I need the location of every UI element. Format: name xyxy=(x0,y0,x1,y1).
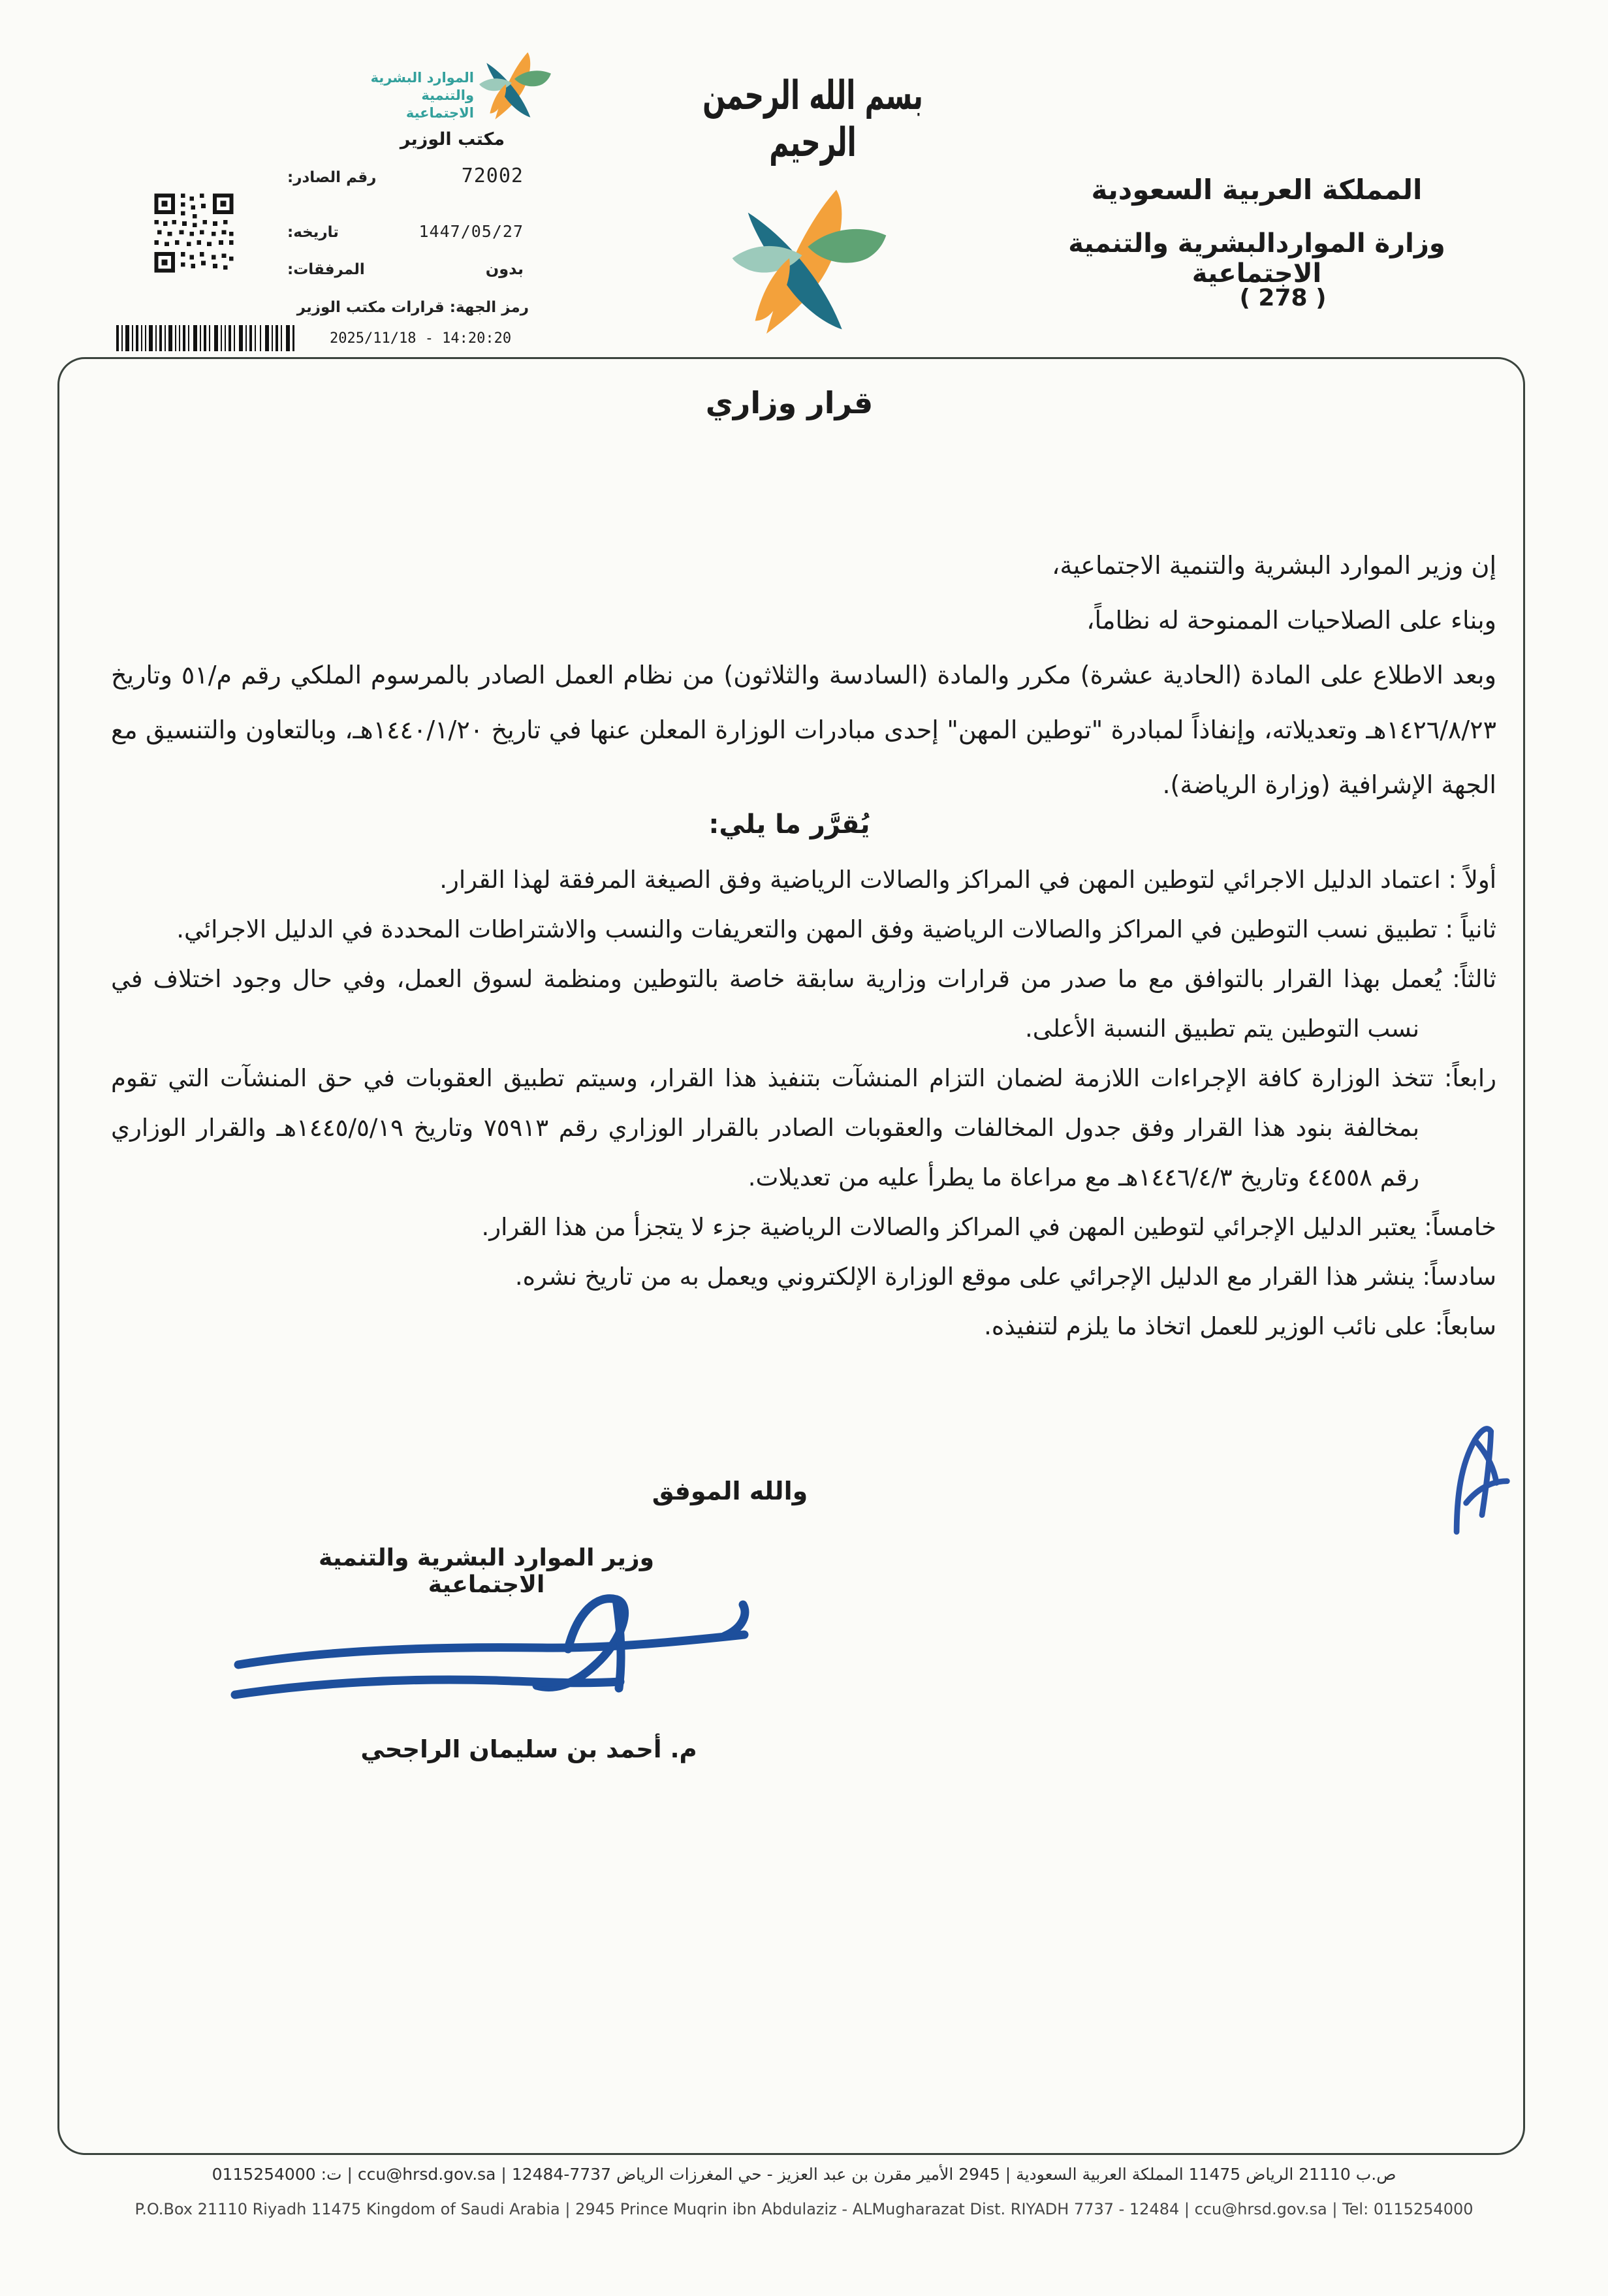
office-name: مكتب الوزير xyxy=(400,129,505,149)
resolve-heading: يُقرَّر ما يلي: xyxy=(708,810,870,840)
document-number: ( 278 ) xyxy=(1239,285,1327,311)
meta-row-date xyxy=(287,222,524,241)
decision-items xyxy=(111,855,1496,1351)
hrsd-palm-logo-large-icon xyxy=(706,184,912,341)
minister-signature xyxy=(229,1585,764,1719)
serial-value: 72002 xyxy=(461,165,524,187)
preamble-line-1: إن وزير الموارد البشرية والتنمية الاجتماعية، xyxy=(1052,551,1496,580)
signatory-name: م. أحمد بن سليمان الراجحي xyxy=(360,1735,697,1763)
meta-row-attachments xyxy=(287,260,524,278)
entity-code-value: قرارات مكتب الوزير xyxy=(296,299,445,316)
bismillah-calligraphy: بسم الله الرحمن الرحيم xyxy=(702,72,923,166)
decision-item-7: سابعاً: على نائب الوزير للعمل اتخاذ ما يلزم لتنفيذه. xyxy=(984,1312,1496,1340)
meta-row-serial xyxy=(287,165,524,187)
small-ministry-logo xyxy=(475,44,555,128)
scan-datetime: 2025/11/18 - 14:20:20 xyxy=(330,330,512,347)
decision-item-4: رابعاً: تتخذ الوزارة كافة الإجراءات اللازمة لضمان التزام المنشآت بتنفيذ هذا القرار، وسيتم تطبيق العقوبات في حق المنشآت التي تقوم بمخالفة بنود هذا القرار وفق جدول المخالفات والعقوبات الصادر بالقرار الوزاري رقم ٧٥٩١٣ وتاريخ ١٤٤٥/٥/١٩هـ والقرار الوزاري رقم ٤٤٥٥٨ وتاريخ ١٤٤٦/٤/٣هـ مع مراعاة ما يطرأ عليه من تعديلات. xyxy=(111,1064,1496,1191)
ministry-title: وزارة المواردالبشرية والتنمية الاجتماعية xyxy=(1068,228,1445,289)
closing-phrase: والله الموفق xyxy=(652,1477,808,1505)
date-value: 1447/05/27 xyxy=(418,222,524,241)
serial-label: رقم الصادر: xyxy=(287,169,377,186)
hrsd-palm-logo-small-icon xyxy=(475,44,555,128)
attachments-label: المرفقات: xyxy=(287,261,365,278)
logo-wordmark-line1: الموارد البشرية xyxy=(370,70,474,86)
large-ministry-logo xyxy=(706,184,912,341)
decision-item-5: خامساً: يعتبر الدليل الإجرائي لتوطين المهن في المراكز والصالات الرياضية جزء لا يتجزأ من هذا القرار. xyxy=(481,1213,1496,1241)
preamble-line-2: وبناء على الصلاحيات الممنوحة له نظاماً، xyxy=(1086,606,1496,635)
decision-item-1: أولاً : اعتماد الدليل الاجرائي لتوطين المهن في المراكز والصالات الرياضية وفق الصيغة المرفقة لهذا القرار. xyxy=(439,866,1496,894)
meta-row-entity-code xyxy=(215,299,529,316)
footer-ar-phone: | ت: 0115254000 xyxy=(212,2165,358,2184)
signatory-title: وزير الموارد البشرية والتنمية الاجتماعية xyxy=(319,1545,654,1598)
footer-address-english: P.O.Box 21110 Riyadh 11475 Kingdom of Saudi Arabia | 2945 Prince Muqrin ibn Abdulaziz - ALMugharazat Dist. RIYADH 7737 - 12484 | ccu@hrsd.gov.sa | Tel: 0115254000 xyxy=(134,2200,1474,2218)
entity-code-label: رمز الجهة: xyxy=(449,299,529,316)
letter-title: قرار وزاري xyxy=(705,385,874,420)
qr-code-icon xyxy=(151,191,236,275)
decision-item-6: سادساً: ينشر هذا القرار مع الدليل الإجرائي على موقع الوزارة الإلكتروني ويعمل به من تاريخ نشره. xyxy=(514,1263,1496,1291)
preamble-paragraph-3: وبعد الاطلاع على المادة (الحادية عشرة) مكرر والمادة (السادسة والثلاثون) من نظام العمل الصادر بالمرسوم الملكي رقم م/٥١ وتاريخ ١٤٢٦/٨/٢٣هـ وتعديلاته، وإنفاذاً لمبادرة "توطين المهن" إحدى مبادرات الوزارة المعلن عنها في تاريخ ١٤٤٠/١/٢٠هـ، وبالتعاون والتنسيق مع الجهة الإشرافية (وزارة الرياضة). xyxy=(111,661,1496,799)
decision-item-3: ثالثاً: يُعمل بهذا القرار بالتوافق مع ما صدر من قرارات وزارية سابقة خاصة بالتوطين ومنظمة لسوق العمل، وفي حال وجود اختلاف في نسب التوطين يتم تطبيق النسبة الأعلى. xyxy=(111,965,1496,1043)
footer-address-arabic xyxy=(0,2165,1608,2184)
logo-wordmark-line2: والتنمية الاجتماعية xyxy=(405,87,474,121)
date-label: تاريخه: xyxy=(287,224,339,241)
barcode-icon xyxy=(116,325,298,351)
decision-item-2: ثانياً : تطبيق نسب التوطين في المراكز والصالات الرياضية وفق المهن والتعريفات والنسب والاشتراطات المحددة في الدليل الاجرائي. xyxy=(176,915,1496,943)
footer-ar-email: ccu@hrsd.gov.sa xyxy=(357,2165,496,2184)
kingdom-title: المملكة العربية السعودية xyxy=(1091,174,1423,206)
small-ministry-logo-wordmark xyxy=(358,69,474,122)
footer-ar-address: ص.ب 21110 الرياض 11475 المملكة العربية السعودية | 2945 الأمير مقرن بن عبد العزيز - حي المغرزات الرياض 7737-12484 | xyxy=(496,2165,1396,2184)
preamble xyxy=(111,538,1496,812)
attachments-value: بدون xyxy=(485,260,524,278)
